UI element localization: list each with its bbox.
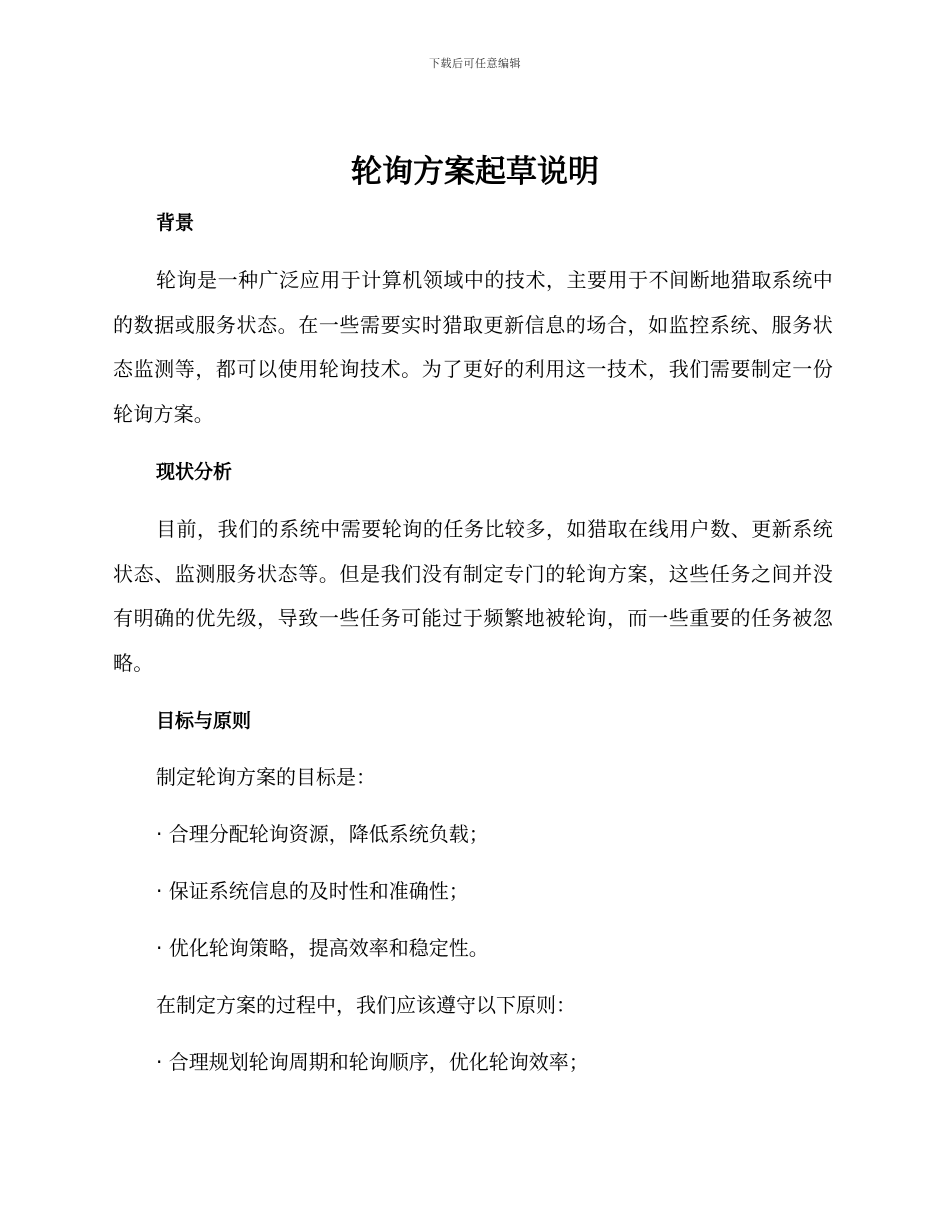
paragraph-background: 轮询是一种广泛应用于计算机领域中的技术，主要用于不间断地猎取系统中的数据或服务状态。在一些需要实时猎取更新信息的场合，如监控系统、服务状态监测等，都可以使用轮询技术。为了更好的利用这一技术，我们需要制定一份轮询方案。 — [113, 268, 833, 426]
header-note: 下载后可任意编辑 — [429, 57, 521, 70]
goal-item: · 合理分配轮询资源，降低系统负载； — [156, 822, 489, 846]
section-heading-goals: 目标与原则 — [156, 710, 252, 732]
principles-intro: 在制定方案的过程中，我们应该遵守以下原则： — [156, 993, 576, 1017]
goal-item: · 保证系统信息的及时性和准确性； — [156, 879, 469, 903]
document-body — [113, 200, 833, 1091]
goals-intro: 制定轮询方案的目标是： — [156, 765, 376, 789]
section-heading-status: 现状分析 — [156, 461, 233, 483]
section-heading-background: 背景 — [156, 212, 195, 234]
paragraph-status: 目前，我们的系统中需要轮询的任务比较多，如猎取在线用户数、更新系统状态、监测服务状态等。但是我们没有制定专门的轮询方案，这些任务之间并没有明确的优先级，导致一些任务可能过于频繁地被轮询，而一些重要的任务被忽略。 — [113, 517, 833, 675]
goal-item: · 优化轮询策略，提高效率和稳定性。 — [156, 936, 489, 960]
document-title: 轮询方案起草说明 — [351, 154, 599, 190]
principle-item: · 合理规划轮询周期和轮询顺序，优化轮询效率； — [156, 1050, 589, 1074]
